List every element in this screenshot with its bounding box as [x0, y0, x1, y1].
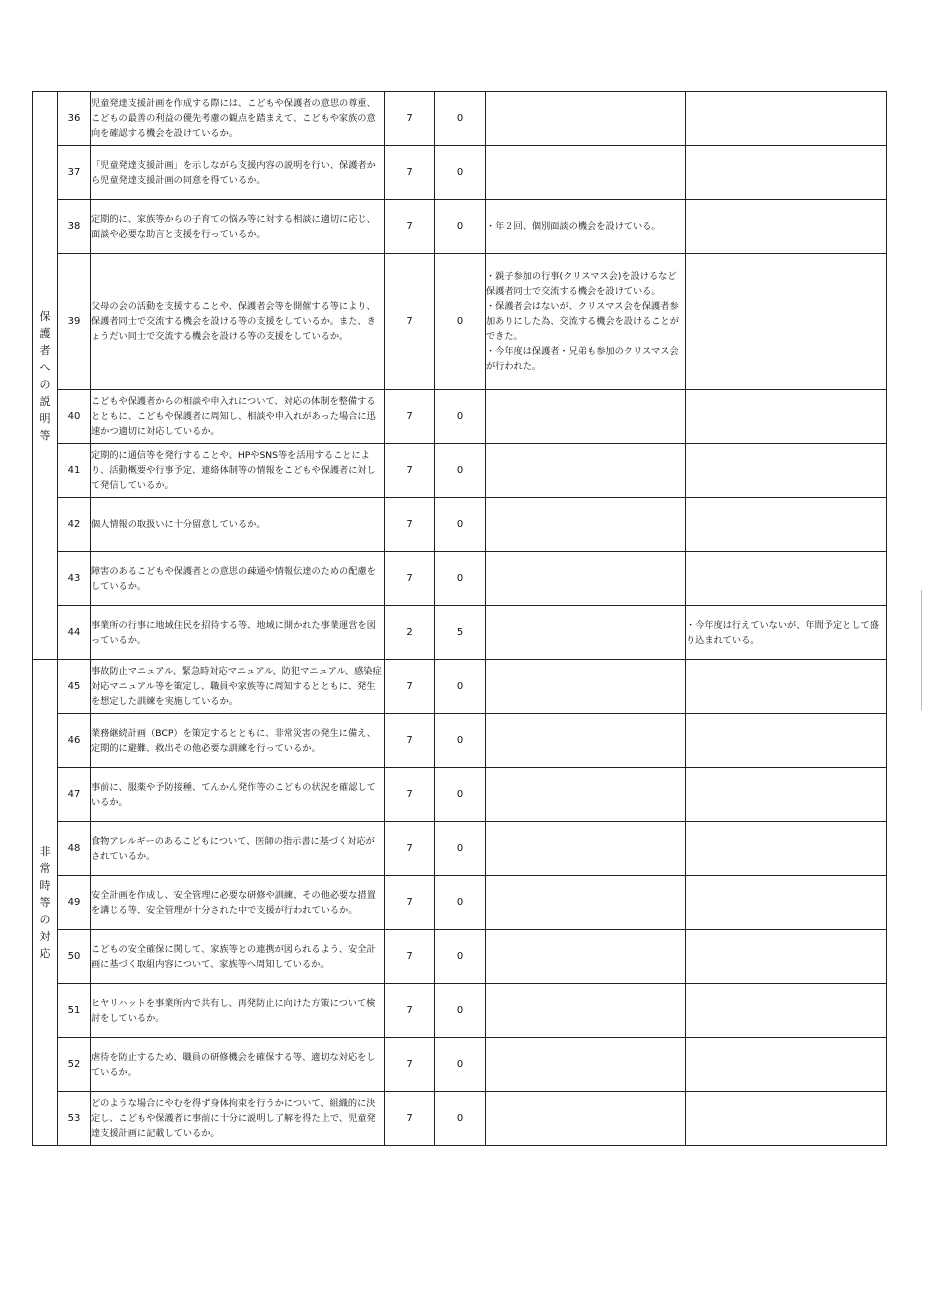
notes-cell [486, 714, 686, 768]
question-text: 事故防止マニュアル、緊急時対応マニュアル、防犯マニュアル、感染症対応マニュアル等を策定し、職員や家族等に周知するとともに、発生を想定した訓練を実施しているか。 [91, 660, 385, 714]
item-number: 41 [58, 444, 91, 498]
question-text: 定期的に通信等を発行することや、HPやSNS等を活用することにより、活動概要や行事予定、連絡体制等の情報をこどもや保護者に対して発信しているか。 [91, 444, 385, 498]
scan-edge-mark [921, 590, 922, 710]
item-number: 51 [58, 984, 91, 1038]
yes-count: 7 [385, 146, 435, 200]
improvement-cell [686, 200, 887, 254]
improvement-cell [686, 822, 887, 876]
table-row [33, 1092, 887, 1146]
notes-cell [486, 552, 686, 606]
yes-count: 7 [385, 768, 435, 822]
note-line: ・保護者会はないが、クリスマス会を保護者参加ありにした為、交流する機会を設けることができた。 [486, 301, 679, 342]
no-count: 0 [435, 444, 486, 498]
improvement-cell [686, 768, 887, 822]
notes-cell [486, 390, 686, 444]
section-label: 非常時等の対応 [39, 845, 51, 960]
notes-cell [486, 444, 686, 498]
yes-count: 7 [385, 200, 435, 254]
question-text: 事前に、服薬や予防接種、てんかん発作等のこどもの状況を確認しているか。 [91, 768, 385, 822]
improvement-cell [686, 984, 887, 1038]
question-text: 児童発達支援計画を作成する際には、こどもや保護者の意思の尊重、こどもの最善の利益の優先考慮の観点を踏まえて、こどもや家族の意向を確認する機会を設けているか。 [91, 92, 385, 146]
yes-count: 7 [385, 1092, 435, 1146]
table-row [33, 714, 887, 768]
notes-cell [486, 1038, 686, 1092]
table-row [33, 768, 887, 822]
no-count: 0 [435, 498, 486, 552]
section-cell [33, 92, 58, 660]
item-number: 50 [58, 930, 91, 984]
question-text: 父母の会の活動を支援することや、保護者会等を開催する等により、保護者同士で交流する機会を設ける等の支援をしているか。また、きょうだい同士で交流する機会を設ける等の支援をしているか。 [91, 254, 385, 390]
item-number: 46 [58, 714, 91, 768]
question-text: 障害のあるこどもや保護者との意思の疎通や情報伝達のための配慮をしているか。 [91, 552, 385, 606]
question-text: こどもの安全確保に関して、家族等との連携が図られるよう、安全計画に基づく取組内容について、家族等へ周知しているか。 [91, 930, 385, 984]
item-number: 49 [58, 876, 91, 930]
yes-count: 2 [385, 606, 435, 660]
notes-cell [486, 498, 686, 552]
no-count: 0 [435, 200, 486, 254]
no-count: 0 [435, 822, 486, 876]
table-row [33, 984, 887, 1038]
notes-cell [486, 822, 686, 876]
item-number: 42 [58, 498, 91, 552]
item-number: 43 [58, 552, 91, 606]
notes-cell [486, 876, 686, 930]
yes-count: 7 [385, 92, 435, 146]
notes-cell [486, 606, 686, 660]
item-number: 44 [58, 606, 91, 660]
question-text: 「児童発達支援計画」を示しながら支援内容の説明を行い、保護者から児童発達支援計画の同意を得ているか。 [91, 146, 385, 200]
improvement-line: ・今年度は行えていないが、年間予定として盛り込まれている。 [686, 619, 879, 646]
yes-count: 7 [385, 498, 435, 552]
improvement-cell [686, 254, 887, 390]
improvement-cell [686, 876, 887, 930]
no-count: 0 [435, 92, 486, 146]
note-line: ・今年度は保護者・兄弟も参加のクリスマス会が行われた。 [486, 346, 679, 372]
improvement-cell [686, 930, 887, 984]
table-row [33, 254, 887, 390]
table-row [33, 390, 887, 444]
table-row [33, 200, 887, 254]
question-text: 個人情報の取扱いに十分留意しているか。 [91, 498, 385, 552]
table-row [33, 92, 887, 146]
no-count: 0 [435, 1038, 486, 1092]
no-count: 0 [435, 714, 486, 768]
notes-cell [486, 984, 686, 1038]
item-number: 37 [58, 146, 91, 200]
no-count: 0 [435, 984, 486, 1038]
no-count: 0 [435, 1092, 486, 1146]
table-row [33, 1038, 887, 1092]
table-row [33, 660, 887, 714]
notes-cell [486, 768, 686, 822]
table-row [33, 822, 887, 876]
improvement-cell [686, 498, 887, 552]
improvement-cell [686, 606, 887, 660]
evaluation-table [32, 91, 887, 1146]
no-count: 0 [435, 254, 486, 390]
question-text: どのような場合にやむを得ず身体拘束を行うかについて、組織的に決定し、こどもや保護者に事前に十分に説明し了解を得た上で、児童発達支援計画に記載しているか。 [91, 1092, 385, 1146]
table-row [33, 552, 887, 606]
section-label: 保護者への説明等 [39, 309, 51, 442]
no-count: 5 [435, 606, 486, 660]
improvement-cell [686, 660, 887, 714]
question-text: ヒヤリハットを事業所内で共有し、再発防止に向けた方策について検討をしているか。 [91, 984, 385, 1038]
section-cell [33, 660, 58, 1146]
table-row [33, 444, 887, 498]
table-row [33, 876, 887, 930]
yes-count: 7 [385, 444, 435, 498]
no-count: 0 [435, 768, 486, 822]
note-line: ・年２回、個別面談の機会を設けている。 [486, 221, 661, 232]
yes-count: 7 [385, 390, 435, 444]
yes-count: 7 [385, 822, 435, 876]
item-number: 45 [58, 660, 91, 714]
note-line: ・親子参加の行事(クリスマス会)を設けるなど保護者同士で交流する機会を設けている。 [486, 271, 677, 297]
item-number: 53 [58, 1092, 91, 1146]
improvement-cell [686, 714, 887, 768]
improvement-cell [686, 390, 887, 444]
evaluation-table-body [33, 92, 887, 1146]
notes-cell [486, 660, 686, 714]
yes-count: 7 [385, 984, 435, 1038]
item-number: 39 [58, 254, 91, 390]
question-text: 安全計画を作成し、安全管理に必要な研修や訓練、その他必要な措置を講じる等、安全管理が十分された中で支援が行われているか。 [91, 876, 385, 930]
yes-count: 7 [385, 254, 435, 390]
yes-count: 7 [385, 1038, 435, 1092]
no-count: 0 [435, 876, 486, 930]
question-text: 食物アレルギーのあるこどもについて、医師の指示書に基づく対応がされているか。 [91, 822, 385, 876]
no-count: 0 [435, 146, 486, 200]
yes-count: 7 [385, 930, 435, 984]
item-number: 38 [58, 200, 91, 254]
improvement-cell [686, 92, 887, 146]
notes-cell [486, 254, 686, 390]
notes-cell [486, 200, 686, 254]
question-text: こどもや保護者からの相談や申入れについて、対応の体制を整備するとともに、こどもや保護者に周知し、相談や申入れがあった場合に迅速かつ適切に対応しているか。 [91, 390, 385, 444]
notes-cell [486, 92, 686, 146]
item-number: 52 [58, 1038, 91, 1092]
yes-count: 7 [385, 552, 435, 606]
question-text: 定期的に、家族等からの子育ての悩み等に対する相談に適切に応じ、面談や必要な助言と支援を行っているか。 [91, 200, 385, 254]
no-count: 0 [435, 930, 486, 984]
table-row [33, 146, 887, 200]
question-text: 事業所の行事に地域住民を招待する等、地域に開かれた事業運営を図っているか。 [91, 606, 385, 660]
item-number: 48 [58, 822, 91, 876]
item-number: 40 [58, 390, 91, 444]
improvement-cell [686, 1038, 887, 1092]
improvement-cell [686, 146, 887, 200]
improvement-cell [686, 444, 887, 498]
yes-count: 7 [385, 876, 435, 930]
item-number: 36 [58, 92, 91, 146]
yes-count: 7 [385, 660, 435, 714]
yes-count: 7 [385, 714, 435, 768]
item-number: 47 [58, 768, 91, 822]
no-count: 0 [435, 552, 486, 606]
table-row [33, 498, 887, 552]
notes-cell [486, 930, 686, 984]
question-text: 虐待を防止するため、職員の研修機会を確保する等、適切な対応をしているか。 [91, 1038, 385, 1092]
improvement-cell [686, 1092, 887, 1146]
table-row [33, 930, 887, 984]
no-count: 0 [435, 660, 486, 714]
no-count: 0 [435, 390, 486, 444]
notes-cell [486, 146, 686, 200]
improvement-cell [686, 552, 887, 606]
table-row [33, 606, 887, 660]
notes-cell [486, 1092, 686, 1146]
question-text: 業務継続計画（BCP）を策定するとともに、非常災害の発生に備え、定期的に避難、救出その他必要な訓練を行っているか。 [91, 714, 385, 768]
